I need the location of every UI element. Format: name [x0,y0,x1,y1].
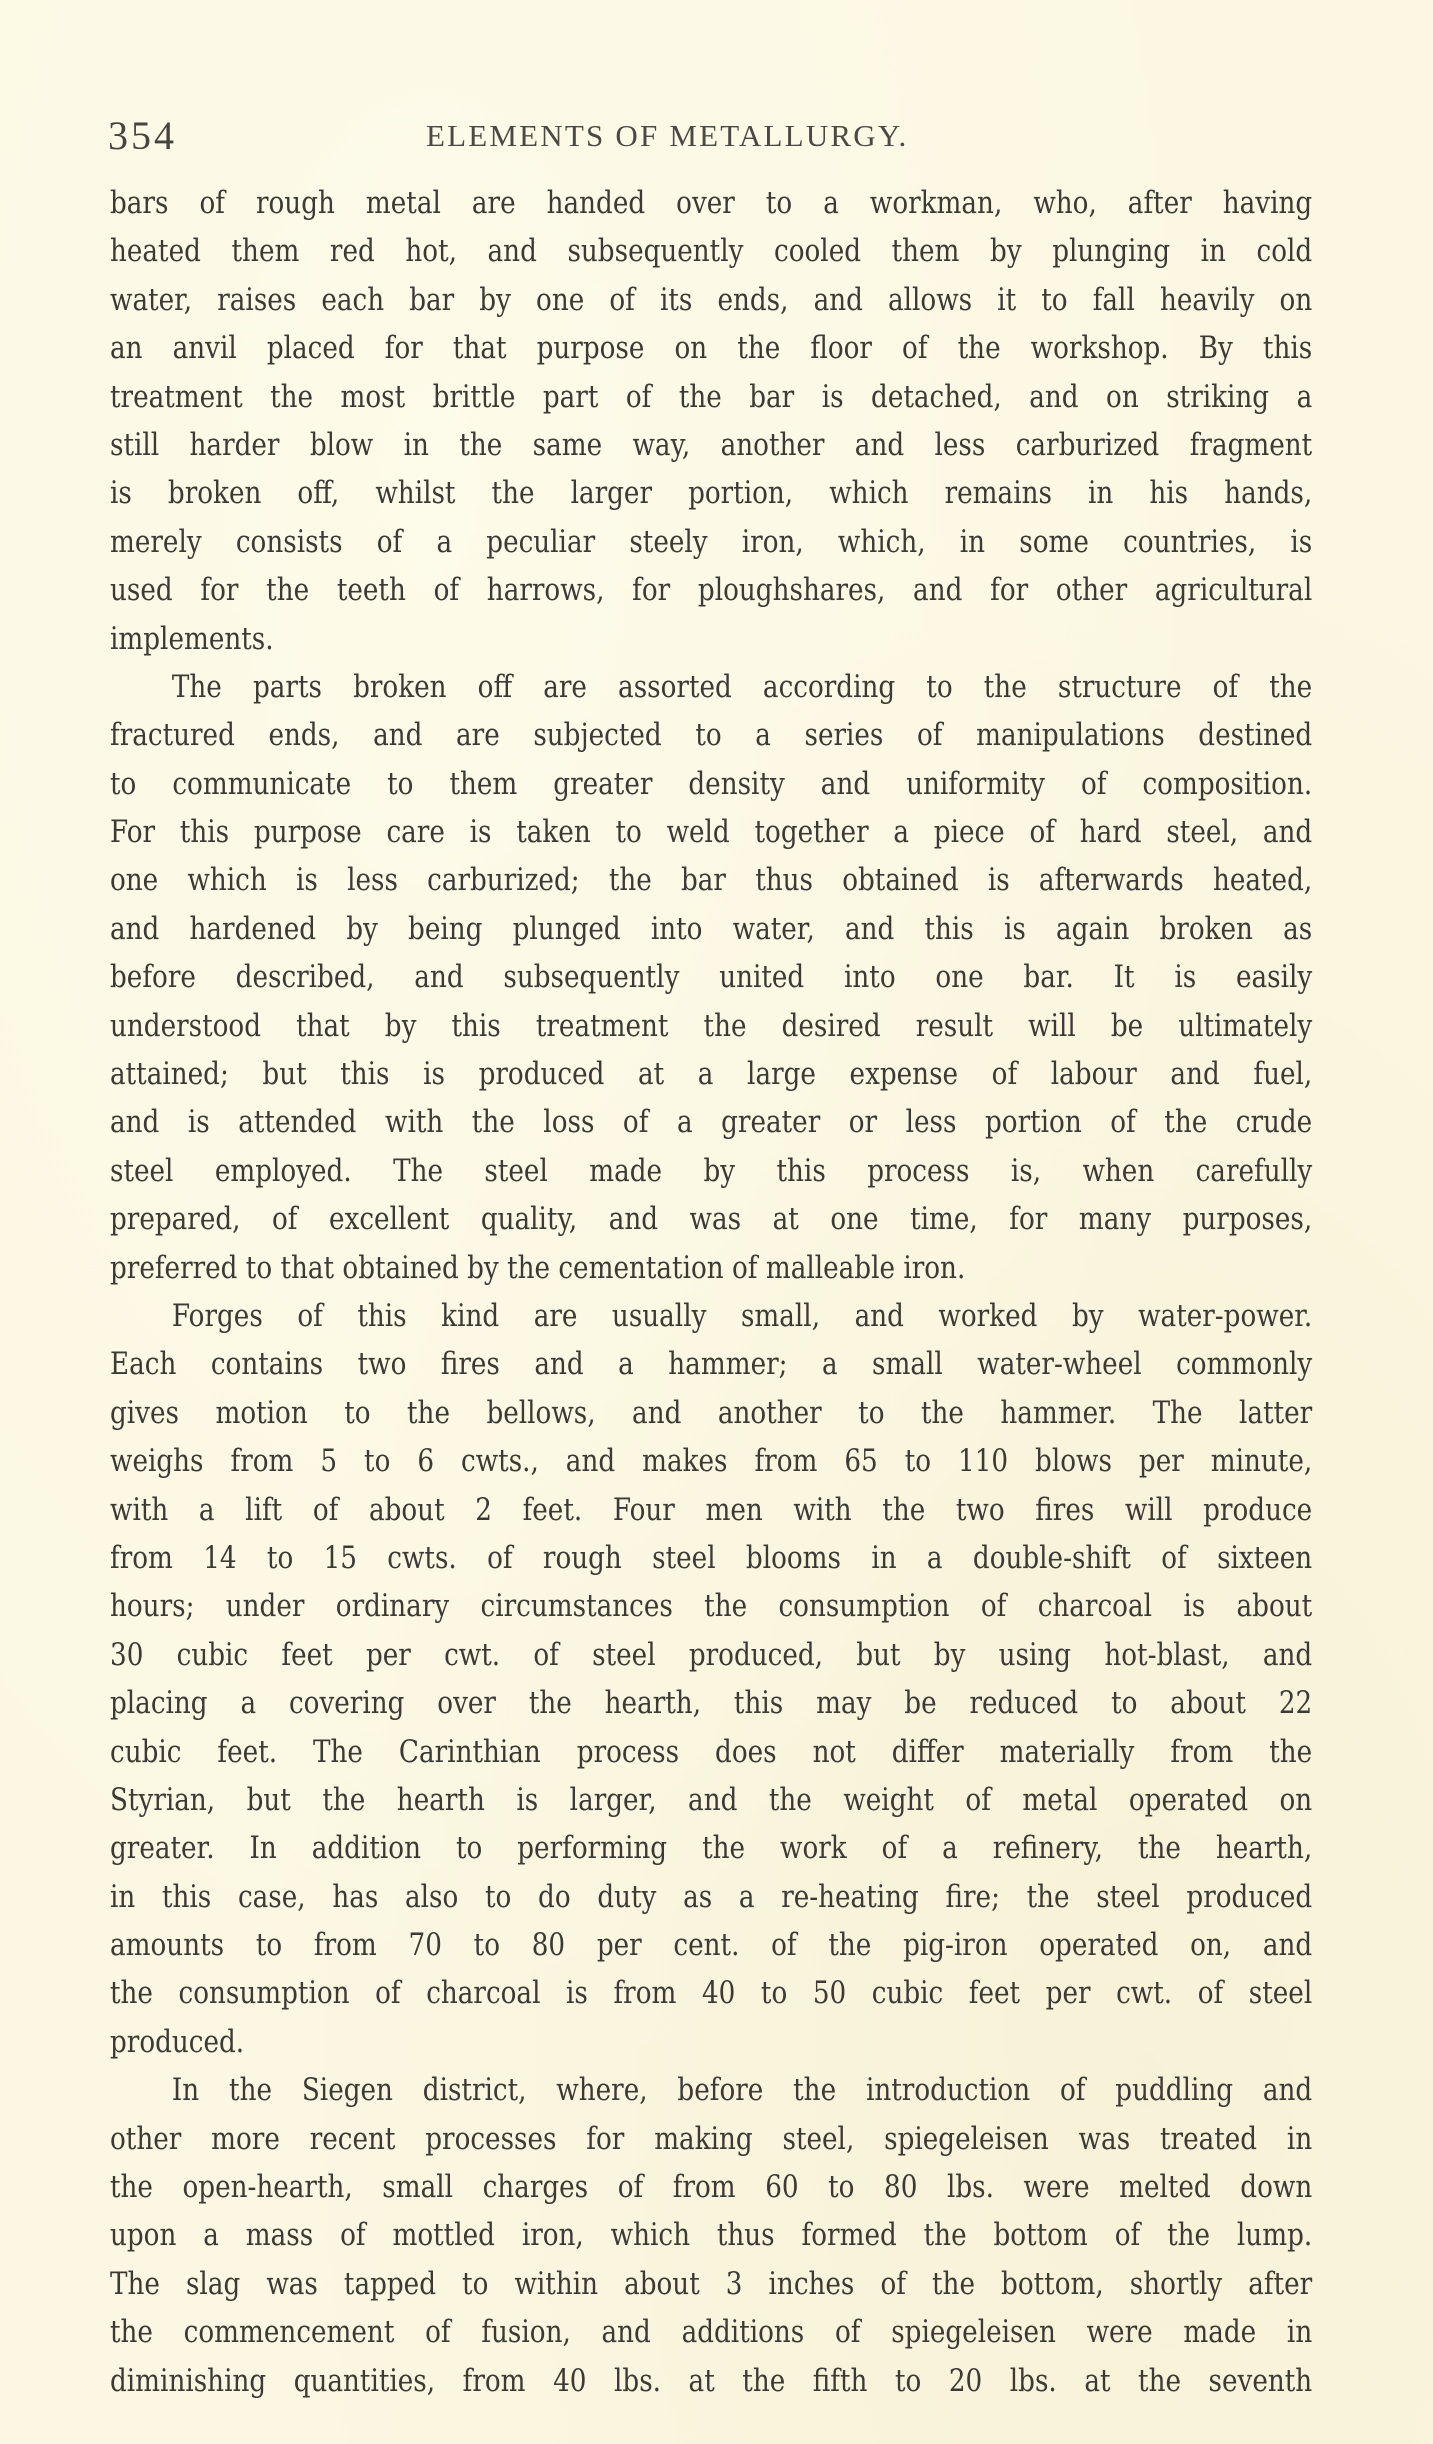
text-line: produced. [110,2024,245,2060]
text-line: upon a mass of mottled iron, which thus formed the bottom of the lump. [110,2218,1313,2254]
text-line: placing a covering over the hearth, this may be reduced to about 22 [110,1686,1313,1722]
text-line: weighs from 5 to 6 cwts., and makes from 65 to 110 blows per minute, [110,1444,1313,1480]
text-line: diminishing quantities, from 40 lbs. at the fifth to 20 lbs. at the seventh [110,2363,1313,2399]
text-line: is broken off, whilst the larger portion, which remains in his hands, [110,476,1313,512]
text-line: implements. [110,621,274,657]
text-line: Forges of this kind are usually small, and worked by water-power. [171,1298,1313,1334]
text-line: fractured ends, and are subjected to a series of manipulations destined [110,718,1313,754]
text-line: For this purpose care is taken to weld together a piece of hard steel, and [110,815,1313,851]
text-line: understood that by this treatment the desired result will be ultimately [110,1008,1313,1044]
text-line: amounts to from 70 to 80 per cent. of the pig-iron operated on, and [110,1928,1313,1964]
text-line: the open-hearth, small charges of from 60 to 80 lbs. were melted down [110,2170,1313,2206]
text-line: 30 cubic feet per cwt. of steel produced, but by using hot-blast, and [110,1637,1313,1673]
text-line: treatment the most brittle part of the bar is detached, and on striking a [110,379,1313,415]
text-line: and hardened by being plunged into water, and this is again broken as [110,911,1313,947]
text-line: greater. In addition to performing the work of a refinery, the hearth, [110,1831,1313,1867]
text-line: attained; but this is produced at a large expense of labour and fuel, [110,1057,1313,1093]
paragraph [110,1293,1312,2067]
text-line: to communicate to them greater density and uniformity of composition. [110,766,1313,802]
text-line: In the Siegen district, where, before the introduction of puddling and [171,2073,1313,2109]
text-line: Styrian, but the hearth is larger, and the weight of metal operated on [110,1782,1313,1818]
running-head [108,112,1313,162]
text-line: before described, and subsequently united into one bar. It is easily [110,960,1313,996]
text-line: gives motion to the bellows, and another to the hammer. The latter [110,1395,1313,1431]
text-line: an anvil placed for that purpose on the floor of the workshop. By this [110,331,1313,367]
text-line: still harder blow in the same way, another and less carburized fragment [110,427,1313,463]
text-line: the consumption of charcoal is from 40 to 50 cubic feet per cwt. of steel [110,1976,1313,2012]
text-line: prepared, of excellent quality, and was at one time, for many purposes, [110,1202,1313,1238]
paragraph [110,180,1312,664]
text-line: the commencement of fusion, and additions of spiegeleisen were made in [110,2315,1313,2351]
paragraph [110,664,1312,1293]
text-line: merely consists of a peculiar steely iron, which, in some countries, is [110,524,1313,560]
text-line: bars of rough metal are handed over to a workman, who, after having [110,186,1313,221]
text-line: used for the teeth of harrows, for ploughshares, and for other agricultural [110,573,1313,609]
text-line: one which is less carburized; the bar thus obtained is afterwards heated, [110,863,1313,899]
running-title: ELEMENTS OF METALLURGY. [426,118,909,153]
paragraph [110,2067,1312,2406]
text-line: The slag was tapped to within about 3 inches of the bottom, shortly after [110,2266,1313,2302]
body-text [110,180,1312,2406]
text-line: heated them red hot, and subsequently cooled them by plunging in cold [110,234,1313,270]
text-line: The parts broken off are assorted according to the structure of the [171,669,1313,705]
text-line: water, raises each bar by one of its ends, and allows it to fall heavily on [110,282,1313,318]
text-line: hours; under ordinary circumstances the consumption of charcoal is about [110,1589,1313,1625]
text-line: from 14 to 15 cwts. of rough steel blooms in a double-shift of sixteen [110,1540,1313,1576]
text-line: in this case, has also to do duty as a re-heating fire; the steel produced [110,1879,1313,1915]
text-line: Each contains two fires and a hammer; a small water-wheel commonly [110,1347,1313,1383]
text-line: with a lift of about 2 feet. Four men with the two fires will produce [110,1492,1313,1528]
text-line: and is attended with the loss of a greater or less portion of the crude [110,1105,1313,1141]
page-number: 354 [108,113,177,158]
text-line: preferred to that obtained by the cementation of malleable iron. [110,1250,966,1286]
text-line: steel employed. The steel made by this process is, when carefully [110,1153,1313,1189]
text-line: cubic feet. The Carinthian process does not differ materially from the [110,1734,1313,1770]
text-line: other more recent processes for making steel, spiegeleisen was treated in [110,2121,1313,2157]
